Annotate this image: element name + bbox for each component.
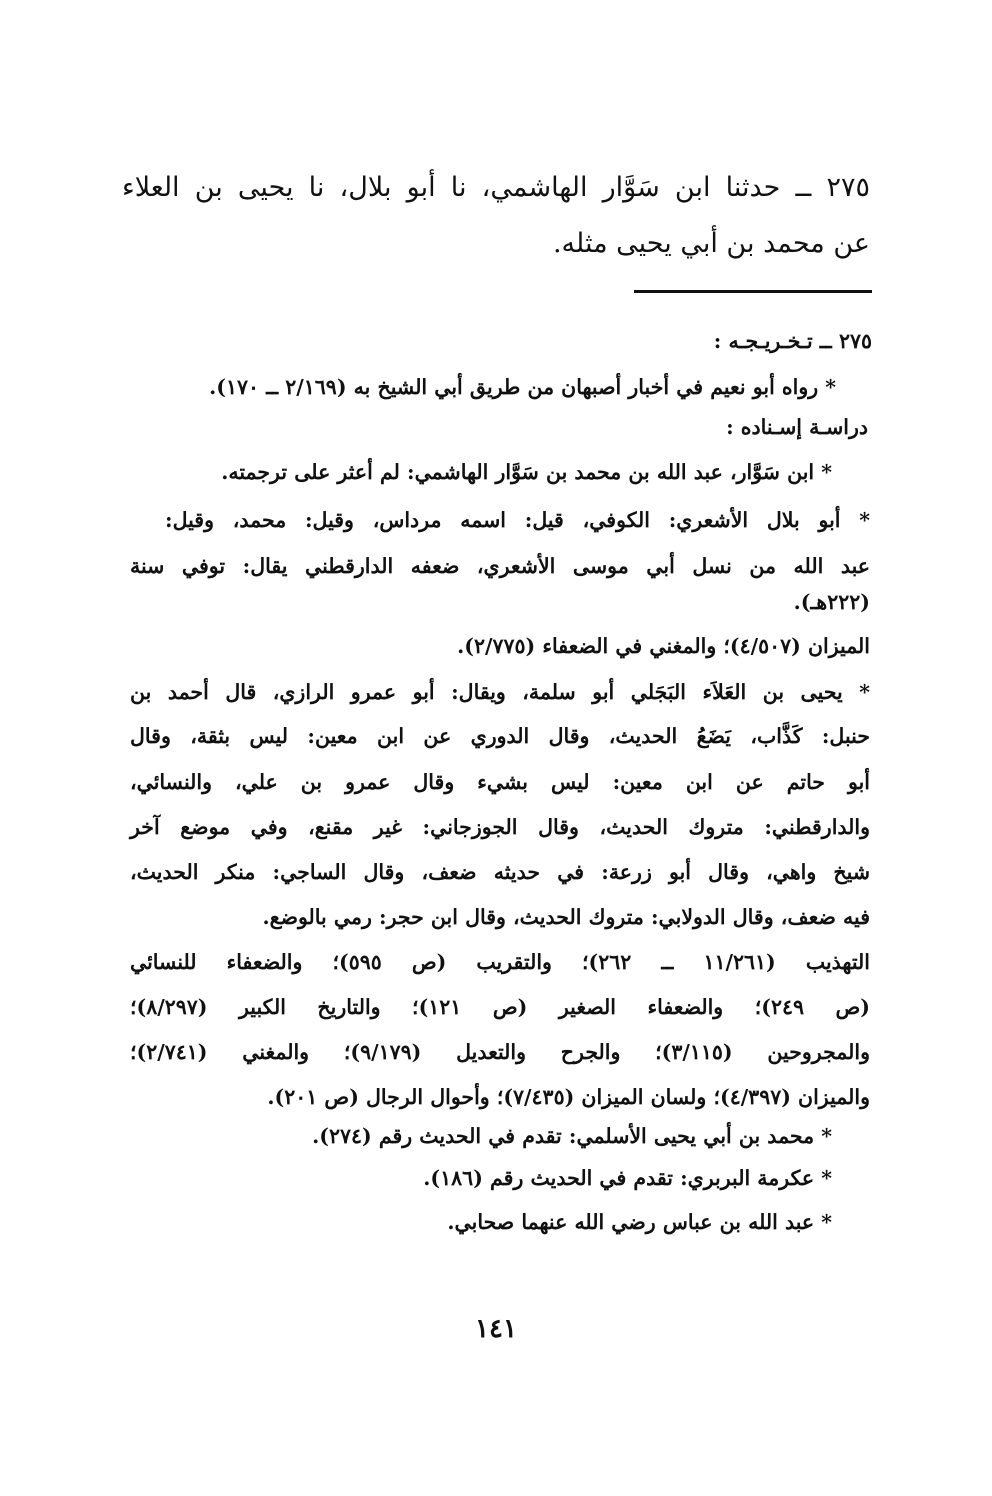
hadith-text-line-2: عن محمد بن أبي يحيى مثله.	[552, 228, 870, 259]
narrator-muhammad: * محمد بن أبي يحيى الأسلمي: تقدم في الحديث رقم (٢٧٤).	[312, 1124, 832, 1148]
footnote-separator	[634, 290, 872, 293]
narrator-ikrima: * عكرمة البربري: تقدم في الحديث رقم (١٨٦).	[423, 1166, 832, 1190]
isnad-heading: دراسـة إسـناده :	[726, 415, 868, 439]
narrator-yahya-line-6: فيه ضعف، وقال الدولابي: متروك الحديث، وقال ابن حجر: رمي بالوضع.	[262, 905, 870, 929]
narrator-abu-bilal-line-2: عبد الله من نسل أبي موسى الأشعري، ضعفه الدارقطني يقال: توفي سنة	[130, 554, 870, 578]
references-yahya-line-2: (ص ٢٤٩)؛ والضعفاء الصغير (ص ١٢١)؛ والتاريخ الكبير (٨/٢٩٧)؛	[130, 995, 870, 1019]
narrator-yahya-line-5: شيخ واهي، وقال أبو زرعة: في حديثه ضعف، وقال الساجي: منكر الحديث،	[130, 860, 870, 884]
takhrij-line: * رواه أبو نعيم في أخبار أصبهان من طريق أبي الشيخ به (٢/١٦٩ ــ ١٧٠).	[209, 375, 836, 399]
page-number: ١٤١	[475, 1314, 517, 1344]
narrator-yahya-line-3: أبو حاتم عن ابن معين: ليس بشيء وقال عمرو بن علي، والنسائي،	[130, 770, 870, 794]
narrator-abu-bilal-line-3: (٢٢٢هـ).	[793, 590, 870, 614]
narrator-abu-bilal-line-1: * أبو بلال الأشعري: الكوفي، قيل: اسمه مرداس، وقيل: محمد، وقيل:	[165, 508, 870, 532]
narrator-yahya-line-4: والدارقطني: متروك الحديث، وقال الجوزجاني: غير مقنع، وفي موضع آخر	[130, 815, 870, 839]
narrator-yahya-line-2: حنبل: كَذَّاب، يَضَعُ الحديث، وقال الدوري عن ابن معين: ليس بثقة، وقال	[130, 724, 870, 748]
narrator-yahya-line-1: * يحيى بن العَلاَء البَجَلي أبو سلمة، ويقال: أبو عمرو الرازي، قال أحمد بن	[130, 680, 870, 704]
references-abu-bilal: الميزان (٤/٥٠٧)؛ والمغني في الضعفاء (٢/٧٧٥).	[457, 634, 870, 658]
narrator-ibn-abbas: * عبد الله بن عباس رضي الله عنهما صحابي.	[447, 1210, 832, 1234]
references-yahya-line-1: التهذيب (١١/٢٦١ ــ ٢٦٢)؛ والتقريب (ص ٥٩٥)؛ والضعفاء للنسائي	[130, 950, 870, 974]
references-yahya-line-3: والمجروحين (٣/١١٥)؛ والجرح والتعديل (٩/١٧٩)؛ والمغني (٢/٧٤١)؛	[130, 1040, 870, 1064]
narrator-ibn-sawwar: * ابن سَوَّار، عبد الله بن محمد بن سَوَّار الهاشمي: لم أعثر على ترجمته.	[221, 460, 832, 484]
references-yahya-line-4: والميزان (٤/٣٩٧)؛ ولسان الميزان (٧/٤٣٥)؛ وأحوال الرجال (ص ٢٠١).	[267, 1085, 870, 1109]
hadith-text-line-1: ٢٧٥ ــ حدثنا ابن سَوَّار الهاشمي، نا أبو بلال، نا يحيى بن العلاء	[122, 172, 870, 203]
takhrij-heading: ٢٧٥ ــ تـخـريـجـه :	[713, 329, 872, 353]
